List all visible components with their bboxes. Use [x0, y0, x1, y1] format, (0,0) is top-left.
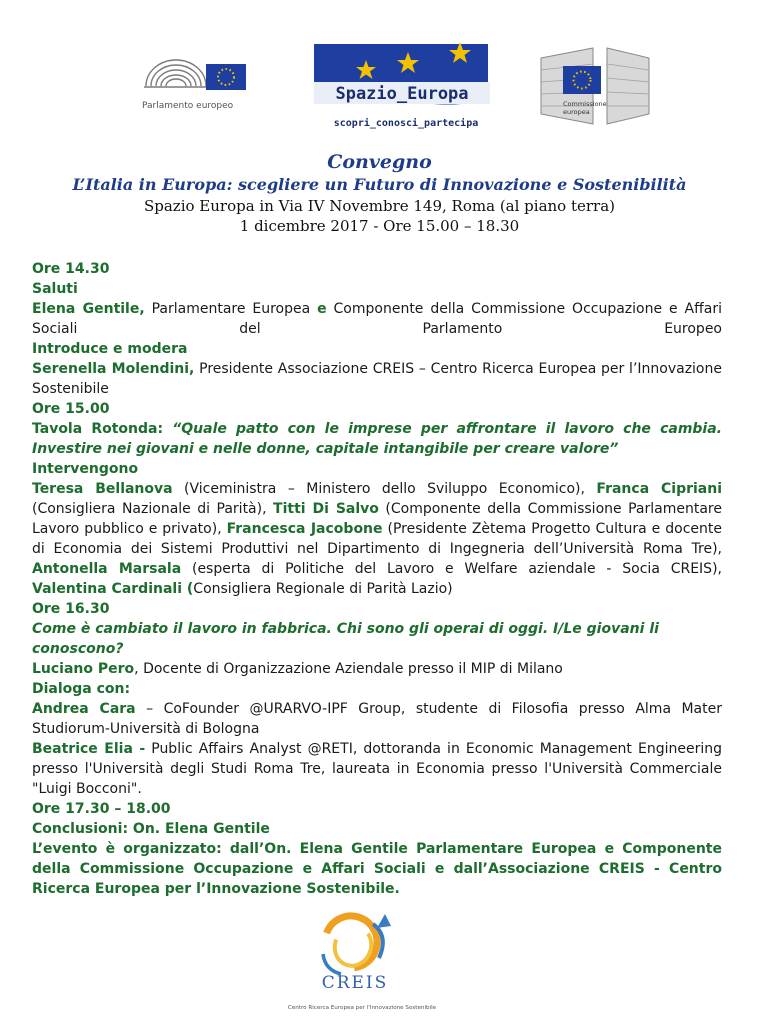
creis-caption: Centro Ricerca Europea per l'Innovazione Sostenibile: [287, 1005, 437, 1011]
speaker-name: Franca Cipriani: [596, 481, 723, 497]
speaker-role: Parlamentare Europea: [144, 301, 318, 317]
time-slot: Ore 14.30: [32, 261, 110, 277]
section-heading: Saluti: [32, 281, 78, 297]
speaker-name: Andrea Cara: [32, 701, 136, 717]
speaker-name: Luciano Pero: [32, 661, 135, 677]
speaker-role: (esperta di Politiche del Lavoro e Welfare aziendale - Socia CREIS),: [181, 561, 722, 577]
event-program: [32, 259, 722, 899]
speaker-entry: [32, 299, 722, 339]
section-heading: Intervengono: [32, 461, 139, 477]
speaker-name: Elena Gentile,: [32, 301, 145, 317]
event-date: 1 dicembre 2017 - Ore 15.00 – 18.30: [239, 217, 520, 235]
organizer-note: L’evento è organizzato: dall’On. Elena Gentile Parlamentare Europea e Componente della Commissione Occupazione e Affari Sociali e dall’Associazione CREIS - Centro Ricerca Europea per l’Innovazione Sostenibile.: [32, 841, 722, 897]
speaker-name: Antonella Marsala: [32, 561, 182, 577]
speaker-role: (Componente della Commissione Parlamentare Lavoro pubblico e privato),: [32, 501, 722, 537]
speaker-name: Serenella Molendini,: [32, 361, 195, 377]
session-question: Come è cambiato il lavoro in fabbrica. Chi sono gli operai di oggi. I/Le giovani li conoscono?: [32, 621, 659, 657]
section-heading: Introduce e modera: [32, 341, 188, 357]
event-type: Convegno: [327, 151, 432, 173]
speaker-role: Componente della Commissione Occupazione e Affari Sociali del Parlamento Europeo: [32, 301, 722, 337]
commissione-label-2: europea: [563, 108, 590, 116]
speaker-role: , Docente di Organizzazione Aziendale presso il MIP di Milano: [134, 661, 563, 677]
time-slot: Ore 17.30 – 18.00: [32, 801, 171, 817]
event-location: Spazio Europa in Via IV Novembre 149, Roma (al piano terra): [143, 197, 616, 215]
speaker-name: Teresa Bellanova: [32, 481, 173, 497]
speaker-entry: [32, 739, 722, 799]
event-title: L’Italia in Europa: scegliere un Futuro di Innovazione e Sostenibilità: [72, 175, 687, 194]
speaker-role: Presidente Associazione CREIS – Centro Ricerca Europea per l’Innovazione Sostenibile: [32, 361, 722, 397]
section-heading: Conclusioni: On. Elena Gentile: [32, 821, 270, 837]
speaker-role: Consigliera Regionale di Parità Lazio): [193, 581, 453, 597]
speaker-role: (Viceministra – Ministero dello Sviluppo Economico),: [172, 481, 597, 497]
spazio-europa-logo: [310, 38, 492, 134]
event-header: [0, 150, 759, 236]
parlamento-europeo-logo: [140, 48, 252, 118]
speaker-name: Beatrice Elia -: [32, 741, 146, 757]
speaker-entry: [32, 699, 722, 739]
panel-label: Tavola Rotonda:: [32, 421, 173, 437]
creis-logo: [277, 906, 447, 1016]
speaker-name: Titti Di Salvo: [273, 501, 379, 517]
spazio-europa-title: Spazio_Europa: [335, 84, 469, 104]
panel-entry: [32, 419, 722, 459]
speaker-entry: [32, 659, 722, 679]
section-heading: Dialoga con:: [32, 681, 131, 697]
speakers-list: [32, 479, 722, 599]
parlamento-label: Parlamento europeo: [142, 101, 234, 111]
commissione-label-1: Commissione: [563, 100, 607, 108]
conjunction: e: [317, 301, 327, 317]
speaker-name: Francesca Jacobone: [226, 521, 383, 537]
commissione-europea-logo: [535, 40, 655, 130]
speaker-role: (Consigliera Nazionale di Parità),: [32, 501, 274, 517]
speaker-role: – CoFounder @URARVO-IPF Group, studente di Filosofia presso Alma Mater Studiorum-Università di Bologna: [32, 701, 722, 737]
speaker-role: Public Affairs Analyst @RETI, dottoranda in Economic Management Engineering presso l'Università degli Studi Roma Tre, laureata in Economia presso l'Università Commerciale "Luigi Bocconi".: [32, 741, 722, 797]
speaker-entry: [32, 359, 722, 399]
panel-title: “Quale patto con le imprese per affrontare il lavoro che cambia. Investire nei giovani e nelle donne, capitale intangibile per creare valore”: [32, 421, 722, 457]
spazio-europa-tagline: scopri_conosci_partecipa: [333, 118, 479, 129]
creis-name: CREIS: [321, 973, 389, 993]
speaker-role: (Presidente Zètema Progetto Cultura e docente di Economia dei Sistemi Produttivi nel Dipartimento di Ingegneria dell’Università Roma Tre),: [32, 521, 722, 557]
speaker-name: Valentina Cardinali (: [32, 581, 194, 597]
time-slot: Ore 16.30: [32, 601, 110, 617]
logo-bar: [0, 36, 759, 136]
time-slot: Ore 15.00: [32, 401, 110, 417]
